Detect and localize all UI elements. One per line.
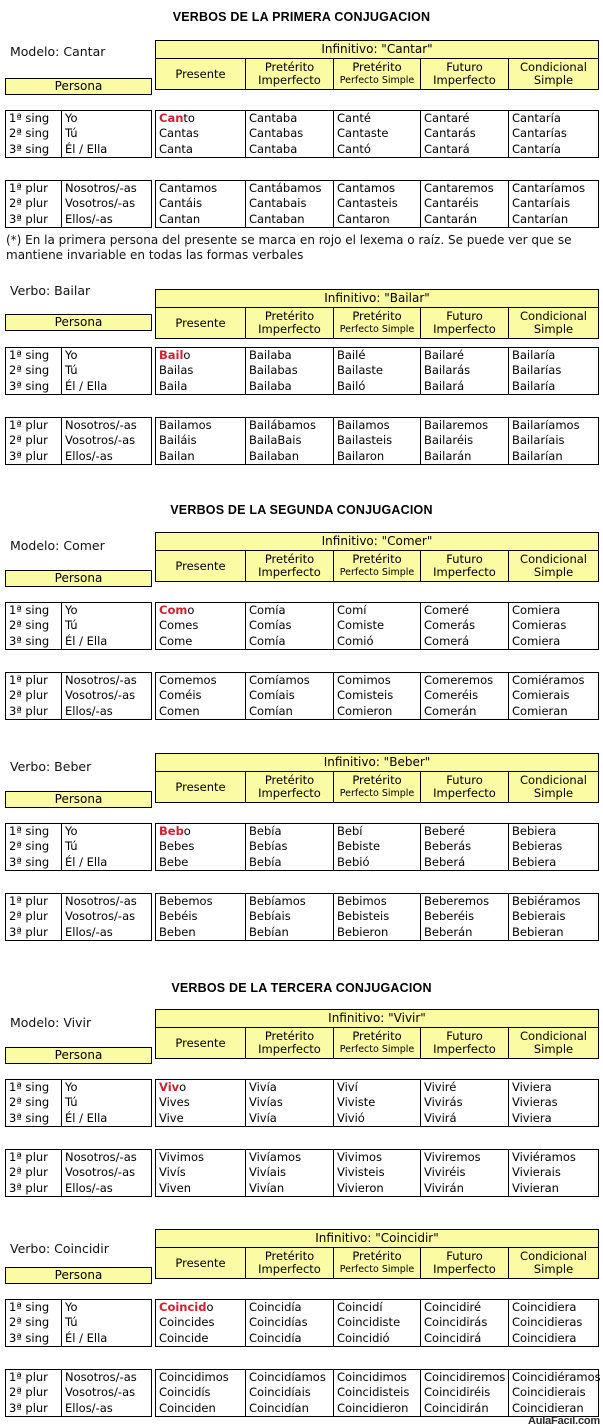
table-row: 3ª plur Ellos/-as bbox=[6, 925, 152, 941]
watermark-brand: AulaFacil bbox=[528, 1415, 576, 1427]
table-row: 3ª plur Ellos/-as bbox=[6, 212, 152, 228]
col-condicional-simple: Condicional Simple bbox=[509, 59, 599, 90]
persons-plural-vivir bbox=[5, 1149, 152, 1197]
col-futuro-imperfecto: Futuro Imperfecto bbox=[421, 1028, 509, 1059]
table-row: Vivimos Vivíamos Vivimos Viviremos Viviéramos bbox=[156, 1150, 599, 1166]
table-row: 1ª plur Nosotros/-as bbox=[6, 418, 152, 434]
header-table-coincidir bbox=[155, 1229, 599, 1279]
table-row: Bailas Bailabas Bailaste Bailarás Bailarías bbox=[156, 363, 599, 378]
table-row: 3ª sing Él / Ella bbox=[6, 142, 152, 158]
table-row: Vivís Vivíais Vivisteis Viviréis Vivierais bbox=[156, 1165, 599, 1180]
footnote-root-red: (*) En la primera persona del presente se marca en rojo el lexema o raíz. Se puede ver que se mantiene invariable en todas las formas verbales bbox=[6, 233, 572, 262]
table-row: 1ª sing Yo bbox=[6, 111, 152, 127]
col-futuro-imperfecto: Futuro Imperfecto bbox=[421, 1248, 509, 1279]
table-row: Vivo Vivía Viví Viviré Viviera bbox=[156, 1080, 599, 1096]
table-row: 2ª plur Vosotros/-as bbox=[6, 1385, 152, 1400]
persons-plural-coincidir bbox=[5, 1369, 152, 1417]
cell-presente: Bailo bbox=[156, 348, 246, 364]
conjugation-singular-vivir bbox=[155, 1079, 599, 1127]
col-preterito-perfecto-simple: Pretérito Perfecto Simple bbox=[334, 551, 421, 582]
cell-presente: Canto bbox=[156, 111, 246, 127]
table-row: Cantamos Cantábamos Cantamos Cantaremos Cantaríamos bbox=[156, 181, 599, 197]
col-preterito-imperfecto: Pretérito Imperfecto bbox=[246, 772, 334, 803]
header-table-bailar bbox=[155, 289, 599, 339]
table-row: Vives Vivías Viviste Vivirás Vivieras bbox=[156, 1095, 599, 1110]
table-row: 2ª sing Tú bbox=[6, 1095, 152, 1110]
conjugation-singular-coincidir bbox=[155, 1299, 599, 1347]
col-presente: Presente bbox=[156, 59, 246, 90]
table-row: Bebes Bebías Bebiste Beberás Bebieras bbox=[156, 839, 599, 854]
table-row: Cantáis Cantabais Cantasteis Cantaréis Cantaríais bbox=[156, 196, 599, 211]
persona-header-vivir: Persona bbox=[5, 1047, 152, 1064]
persons-singular-coincidir bbox=[5, 1299, 152, 1347]
infinitive-cell-beber: Infinitivo: "Beber" bbox=[156, 754, 599, 772]
col-futuro-imperfecto: Futuro Imperfecto bbox=[421, 59, 509, 90]
col-condicional-simple: Condicional Simple bbox=[509, 308, 599, 339]
table-row: Baila Bailaba Bailó Bailará Bailaría bbox=[156, 379, 599, 395]
table-row: Comes Comías Comiste Comerás Comieras bbox=[156, 618, 599, 633]
col-presente: Presente bbox=[156, 1028, 246, 1059]
table-row: Coincido Coincidía Coincidí Coincidiré Coincidiera bbox=[156, 1300, 599, 1316]
table-row: 3ª plur Ellos/-as bbox=[6, 704, 152, 720]
col-futuro-imperfecto: Futuro Imperfecto bbox=[421, 551, 509, 582]
col-preterito-imperfecto: Pretérito Imperfecto bbox=[246, 308, 334, 339]
table-row: 2ª plur Vosotros/-as bbox=[6, 688, 152, 703]
cell-presente: Como bbox=[156, 603, 246, 619]
table-row: 3ª sing Él / Ella bbox=[6, 1111, 152, 1127]
persons-singular-cantar bbox=[5, 110, 152, 158]
table-row: Coméis Comíais Comisteis Comeréis Comierais bbox=[156, 688, 599, 703]
conjugation-plural-comer bbox=[155, 672, 599, 720]
table-row: 2ª sing Tú bbox=[6, 363, 152, 378]
table-row: Como Comía Comí Comeré Comiera bbox=[156, 603, 599, 619]
table-row: 1ª sing Yo bbox=[6, 824, 152, 840]
persons-plural-cantar bbox=[5, 180, 152, 228]
verb-label-coincidir: Verbo: Coincidir bbox=[10, 1241, 109, 1256]
persons-singular-comer bbox=[5, 602, 152, 650]
persons-singular-bailar bbox=[5, 347, 152, 395]
persons-plural-bailar bbox=[5, 417, 152, 465]
header-table-vivir bbox=[155, 1009, 599, 1059]
conjugation-singular-cantar bbox=[155, 110, 599, 158]
table-row: Bailamos Bailábamos Bailamos Bailaremos Bailaríamos bbox=[156, 418, 599, 434]
persona-header-beber: Persona bbox=[5, 791, 152, 808]
cell-presente: Vivo bbox=[156, 1080, 246, 1096]
table-row: 2ª plur Vosotros/-as bbox=[6, 1165, 152, 1180]
table-row: Bebo Bebía Bebí Beberé Bebiera bbox=[156, 824, 599, 840]
section-title-tercera: VERBOS DE LA TERCERA CONJUGACION bbox=[171, 981, 432, 995]
col-condicional-simple: Condicional Simple bbox=[509, 772, 599, 803]
table-row: 3ª sing Él / Ella bbox=[6, 1331, 152, 1347]
infinitive-cell-bailar: Infinitivo: "Bailar" bbox=[156, 290, 599, 308]
col-preterito-perfecto-simple: Pretérito Perfecto Simple bbox=[334, 308, 421, 339]
table-row: 2ª plur Vosotros/-as bbox=[6, 433, 152, 448]
table-row: Bailan Bailaban Bailaron Bailarán Bailarían bbox=[156, 449, 599, 465]
watermark-tld: .com bbox=[575, 1415, 600, 1427]
infinitive-cell-coincidir: Infinitivo: "Coincidir" bbox=[156, 1230, 599, 1248]
col-preterito-imperfecto: Pretérito Imperfecto bbox=[246, 1248, 334, 1279]
table-row: 3ª plur Ellos/-as bbox=[6, 1401, 152, 1417]
table-row: 1ª sing Yo bbox=[6, 1300, 152, 1316]
table-row: 3ª sing Él / Ella bbox=[6, 379, 152, 395]
table-row: Comen Comían Comieron Comerán Comieran bbox=[156, 704, 599, 720]
col-preterito-perfecto-simple: Pretérito Perfecto Simple bbox=[334, 772, 421, 803]
persona-header-cantar: Persona bbox=[5, 78, 152, 95]
conjugation-plural-vivir bbox=[155, 1149, 599, 1197]
table-row: Viven Vivían Vivieron Vivirán Vivieran bbox=[156, 1181, 599, 1197]
watermark-logo bbox=[528, 1415, 600, 1427]
table-row: 2ª sing Tú bbox=[6, 126, 152, 141]
table-row: 3ª plur Ellos/-as bbox=[6, 1181, 152, 1197]
header-table-comer bbox=[155, 532, 599, 582]
table-row: Coincide Coincidía Coincidió Coincidirá Coincidiera bbox=[156, 1331, 599, 1347]
table-row: Coincides Coincidías Coincidiste Coincidirás Coincidieras bbox=[156, 1315, 599, 1330]
col-condicional-simple: Condicional Simple bbox=[509, 551, 599, 582]
table-row: Come Comía Comió Comerá Comiera bbox=[156, 634, 599, 650]
conjugation-plural-beber bbox=[155, 893, 599, 941]
table-row: 2ª sing Tú bbox=[6, 618, 152, 633]
header-table-beber bbox=[155, 753, 599, 803]
cell-presente: Bebo bbox=[156, 824, 246, 840]
table-row: 3ª sing Él / Ella bbox=[6, 855, 152, 871]
col-preterito-perfecto-simple: Pretérito Perfecto Simple bbox=[334, 1028, 421, 1059]
model-label-vivir: Modelo: Vivir bbox=[10, 1015, 92, 1030]
col-presente: Presente bbox=[156, 772, 246, 803]
col-preterito-imperfecto: Pretérito Imperfecto bbox=[246, 59, 334, 90]
table-row: 2ª plur Vosotros/-as bbox=[6, 909, 152, 924]
table-row: Beben Bebían Bebieron Beberán Bebieran bbox=[156, 925, 599, 941]
infinitive-cell-cantar: Infinitivo: "Cantar" bbox=[156, 41, 599, 59]
table-row: Comemos Comíamos Comimos Comeremos Comiéramos bbox=[156, 673, 599, 689]
table-row: Coincidís Coincidíais Coincidisteis Coincidiréis Coincidierais bbox=[156, 1385, 599, 1400]
conjugation-plural-bailar bbox=[155, 417, 599, 465]
table-row: 3ª sing Él / Ella bbox=[6, 634, 152, 650]
conjugation-singular-beber bbox=[155, 823, 599, 871]
table-row: 3ª plur Ellos/-as bbox=[6, 449, 152, 465]
verb-label-beber: Verbo: Beber bbox=[10, 759, 92, 774]
cell-condicional: Cantaría bbox=[509, 111, 599, 127]
table-row: Coinciden Coincidían Coincidieron Coincidirán Coincidieran bbox=[156, 1401, 599, 1417]
cell-perfecto: Canté bbox=[334, 111, 421, 127]
col-futuro-imperfecto: Futuro Imperfecto bbox=[421, 772, 509, 803]
table-row: Canta Cantaba Cantó Cantará Cantaría bbox=[156, 142, 599, 158]
col-condicional-simple: Condicional Simple bbox=[509, 1028, 599, 1059]
section-title-primera: VERBOS DE LA PRIMERA CONJUGACION bbox=[172, 10, 431, 24]
infinitive-cell-vivir: Infinitivo: "Vivir" bbox=[156, 1010, 599, 1028]
col-preterito-perfecto-simple: Pretérito Perfecto Simple bbox=[334, 1248, 421, 1279]
table-row: 2ª sing Tú bbox=[6, 1315, 152, 1330]
verb-label-bailar: Verbo: Bailar bbox=[10, 283, 91, 298]
table-row: 1ª plur Nosotros/-as bbox=[6, 181, 152, 197]
model-label-comer: Modelo: Comer bbox=[10, 538, 105, 553]
table-row: 1ª sing Yo bbox=[6, 603, 152, 619]
persons-singular-beber bbox=[5, 823, 152, 871]
conjugation-singular-comer bbox=[155, 602, 599, 650]
table-row: Bailo Bailaba Bailé Bailaré Bailaría bbox=[156, 348, 599, 364]
model-label-cantar: Modelo: Cantar bbox=[10, 44, 106, 59]
col-presente: Presente bbox=[156, 308, 246, 339]
table-row: 1ª plur Nosotros/-as bbox=[6, 1370, 152, 1386]
table-row: Bailáis BailaBais Bailasteis Bailaréis Bailaríais bbox=[156, 433, 599, 448]
table-row: Cantas Cantabas Cantaste Cantarás Cantarías bbox=[156, 126, 599, 141]
table-row: Coincidimos Coincidíamos Coincidimos Coincidiremos Coincidiéramos bbox=[156, 1370, 599, 1386]
col-condicional-simple: Condicional Simple bbox=[509, 1248, 599, 1279]
conjugation-plural-coincidir bbox=[155, 1369, 599, 1417]
conjugation-plural-cantar bbox=[155, 180, 599, 228]
table-row: 2ª sing Tú bbox=[6, 839, 152, 854]
table-row: 2ª plur Vosotros/-as bbox=[6, 196, 152, 211]
table-row: Bebemos Bebíamos Bebimos Beberemos Bebiéramos bbox=[156, 894, 599, 910]
persona-header-comer: Persona bbox=[5, 570, 152, 587]
persona-header-bailar: Persona bbox=[5, 314, 152, 331]
conjugation-singular-bailar bbox=[155, 347, 599, 395]
table-row: Vive Vivía Vivió Vivirá Viviera bbox=[156, 1111, 599, 1127]
cell-presente: Coincido bbox=[156, 1300, 246, 1316]
col-futuro-imperfecto: Futuro Imperfecto bbox=[421, 308, 509, 339]
header-table-cantar bbox=[155, 40, 599, 90]
table-row: Bebe Bebía Bebió Beberá Bebiera bbox=[156, 855, 599, 871]
col-preterito-imperfecto: Pretérito Imperfecto bbox=[246, 551, 334, 582]
table-row: 1ª plur Nosotros/-as bbox=[6, 673, 152, 689]
col-preterito-perfecto-simple: Pretérito Perfecto Simple bbox=[334, 59, 421, 90]
table-row: 1ª sing Yo bbox=[6, 1080, 152, 1096]
table-row: 1ª plur Nosotros/-as bbox=[6, 1150, 152, 1166]
col-preterito-imperfecto: Pretérito Imperfecto bbox=[246, 1028, 334, 1059]
cell-futuro: Cantaré bbox=[421, 111, 509, 127]
table-row: Cantan Cantaban Cantaron Cantarán Cantarían bbox=[156, 212, 599, 228]
col-presente: Presente bbox=[156, 1248, 246, 1279]
persons-plural-comer bbox=[5, 672, 152, 720]
table-row: 1ª sing Yo bbox=[6, 348, 152, 364]
table-row: Bebéis Bebíais Bebisteis Beberéis Bebierais bbox=[156, 909, 599, 924]
col-presente: Presente bbox=[156, 551, 246, 582]
table-row bbox=[156, 111, 599, 127]
persona-header-coincidir: Persona bbox=[5, 1267, 152, 1284]
table-row: 1ª plur Nosotros/-as bbox=[6, 894, 152, 910]
persons-singular-vivir bbox=[5, 1079, 152, 1127]
infinitive-cell-comer: Infinitivo: "Comer" bbox=[156, 533, 599, 551]
persons-plural-beber bbox=[5, 893, 152, 941]
cell-imperfecto: Cantaba bbox=[246, 111, 334, 127]
section-title-segunda: VERBOS DE LA SEGUNDA CONJUGACION bbox=[170, 503, 433, 517]
